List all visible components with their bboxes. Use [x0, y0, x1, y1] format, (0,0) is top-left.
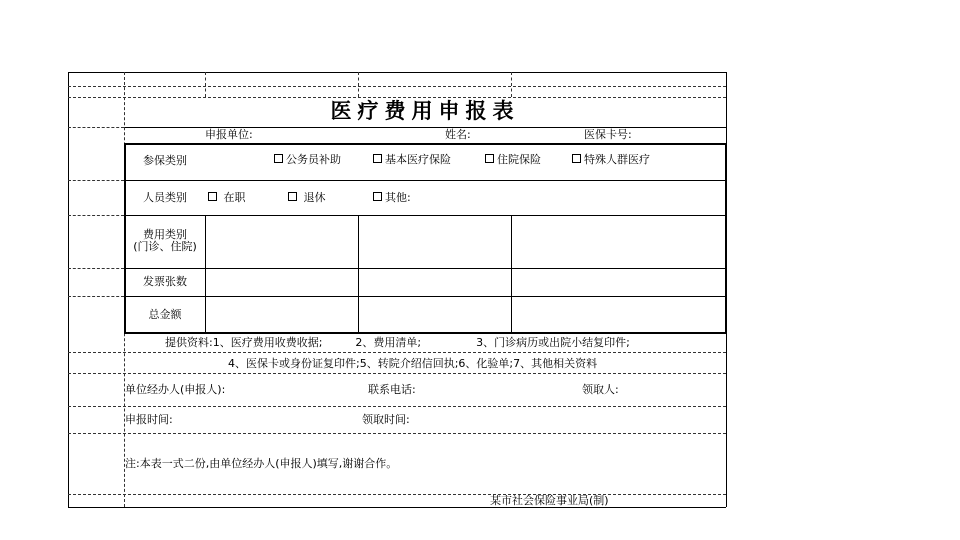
materials-line-2: 4、医保卡或身份证复印件;5、转院介绍信回执;6、化验单;7、其他相关资料 [228, 357, 598, 370]
checkbox-special-group[interactable]: 特殊人群医疗 [572, 153, 650, 167]
row-separator [68, 494, 726, 495]
table-col-line [205, 215, 206, 333]
issuer-label: 某市社会保险事业局(制) [490, 494, 609, 507]
checkbox-other[interactable]: 其他: [373, 191, 411, 205]
checkbox-retired[interactable]: 退休 [288, 191, 326, 205]
table-row-line [124, 215, 726, 216]
checkbox-square-icon [373, 192, 382, 201]
table-col-line [358, 215, 359, 333]
invoice-cell-3[interactable] [513, 270, 724, 295]
checkbox-inpatient[interactable]: 住院保险 [485, 153, 541, 167]
row-separator [68, 268, 124, 269]
checkbox-employed[interactable]: 在职 [208, 191, 246, 205]
row-separator [68, 296, 124, 297]
checkbox-square-icon [288, 192, 297, 201]
row-separator [68, 406, 726, 407]
column-separator [205, 72, 206, 97]
amount-cell-3[interactable] [513, 298, 724, 331]
expense-type-label: 费用类别 [143, 228, 187, 241]
expense-type-sublabel: (门诊、住院) [133, 240, 197, 253]
expense-cell-2[interactable] [360, 217, 510, 267]
checkbox-square-icon [208, 192, 217, 201]
row-separator [68, 433, 726, 434]
row-separator [68, 180, 124, 181]
expense-cell-1[interactable] [207, 217, 357, 267]
amount-cell-1[interactable] [207, 298, 357, 331]
row-separator [68, 127, 124, 128]
checkbox-square-icon [373, 154, 382, 163]
name-label: 姓名: [445, 128, 471, 141]
table-row-line [124, 268, 726, 269]
sheet-bottom-border [68, 507, 726, 508]
sheet-top-border [68, 72, 726, 73]
expense-cell-3[interactable] [513, 217, 724, 267]
row-separator [68, 215, 124, 216]
invoice-cell-1[interactable] [207, 270, 357, 295]
sheet-left-border [68, 72, 69, 507]
applicant-label: 单位经办人(申报人): [125, 383, 226, 396]
invoice-count-label: 发票张数 [143, 275, 187, 288]
form-note: 注:本表一式二份,由单位经办人(申报人)填写,谢谢合作。 [125, 457, 398, 470]
phone-label: 联系电话: [368, 383, 416, 396]
person-type-label: 人员类别 [143, 191, 187, 204]
table-row-line [124, 180, 726, 181]
receiver-label: 领取人: [582, 383, 619, 396]
apply-time-label: 申报时间: [125, 413, 173, 426]
row-separator [68, 352, 726, 353]
table-bottom-border [124, 332, 727, 334]
insurance-type-label: 参保类别 [143, 154, 187, 167]
form-title: 医疗费用申报表 [330, 98, 520, 123]
checkbox-square-icon [485, 154, 494, 163]
card-number-label: 医保卡号: [584, 128, 632, 141]
checkbox-basic-medical[interactable]: 基本医疗保险 [373, 153, 451, 167]
column-separator [358, 72, 359, 97]
total-amount-label: 总金额 [148, 308, 182, 321]
unit-label: 申报单位: [205, 128, 253, 141]
materials-line-1: 提供资料:1、医疗费用收费收据; 2、费用清单; 3、门诊病历或出院小结复印件; [165, 336, 630, 349]
row-separator [68, 86, 726, 87]
table-top-border [124, 143, 727, 145]
checkbox-civil-servant[interactable]: 公务员补助 [274, 153, 341, 167]
checkbox-square-icon [274, 154, 283, 163]
table-col-line [511, 215, 512, 333]
table-right-border [725, 143, 727, 334]
column-separator [511, 72, 512, 97]
receive-time-label: 领取时间: [362, 413, 410, 426]
row-separator [68, 373, 726, 374]
checkbox-square-icon [572, 154, 581, 163]
amount-cell-2[interactable] [360, 298, 510, 331]
invoice-cell-2[interactable] [360, 270, 510, 295]
table-row-line [124, 296, 726, 297]
